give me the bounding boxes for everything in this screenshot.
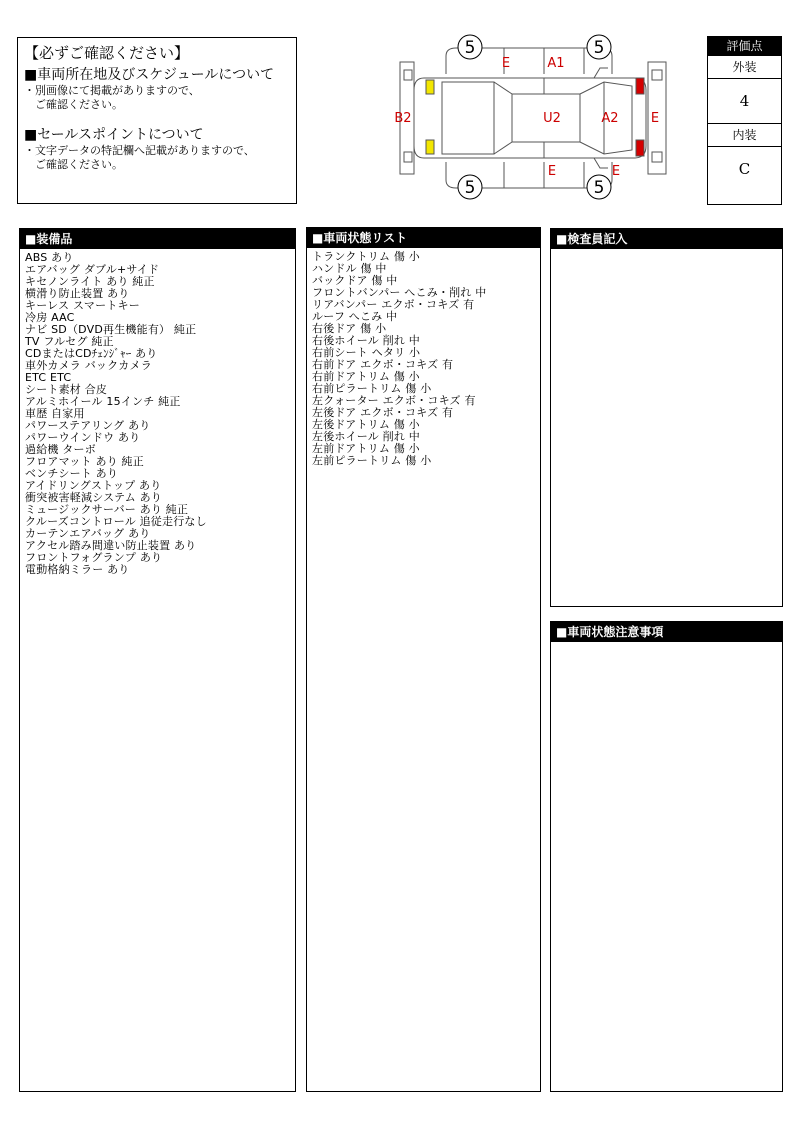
list-item: ABS あり: [25, 251, 74, 264]
list-item: ETC ETC: [25, 371, 72, 384]
list-item: キーレス スマートキー: [25, 299, 140, 312]
list-item: 電動格納ミラー あり: [25, 563, 130, 576]
list-item: 右前ドアトリム 傷 小: [312, 370, 420, 383]
list-item: バックドア 傷 中: [312, 274, 398, 287]
list-item: クルーズコントロール 追従走行なし: [25, 515, 207, 528]
list-item: 右前シート ヘタリ 小: [312, 346, 421, 359]
notice-line: ・文字データの特記欄へ記載がありますので、: [24, 144, 255, 157]
condition-panel: [306, 227, 541, 1092]
list-item: ナビ SD（DVD再生機能有） 純正: [25, 323, 197, 336]
damage-mark-a2: A2: [601, 111, 619, 126]
damage-mark-b2: B2: [394, 111, 412, 126]
equipment-header: ■装備品: [20, 229, 295, 249]
list-item: 左前ピラートリム 傷 小: [312, 454, 432, 467]
notice-line: ご確認ください。: [24, 158, 123, 171]
tyre-value: 5: [464, 38, 476, 58]
damage-mark-e: E: [650, 111, 660, 126]
list-item: トランクトリム 傷 小: [312, 250, 420, 263]
list-item: ルーフ へこみ 中: [312, 310, 398, 323]
rear-lamp-left: [426, 80, 434, 94]
list-item: 横滑り防止装置 あり: [25, 287, 130, 300]
list-item: シート素材 合皮: [25, 383, 108, 396]
inspector-panel: [550, 228, 783, 607]
list-item: フロアマット あり 純正: [25, 455, 144, 468]
list-item: カーテンエアバッグ あり: [25, 527, 151, 540]
list-item: ベンチシート あり: [25, 467, 119, 480]
rear-lamp-right: [426, 140, 434, 154]
list-item: パワーステアリング あり: [25, 419, 151, 432]
tyre-value: 5: [593, 38, 605, 58]
notice-title: 【必ずご確認ください】: [24, 44, 190, 62]
list-item: 左後ホイール 削れ 中: [312, 430, 420, 443]
notice-line: ・別画像にて掲載がありますので、: [24, 84, 200, 97]
inspector-header: ■検査員記入: [551, 229, 782, 249]
damage-mark-u2: U2: [543, 111, 561, 126]
front-lamp-left: [636, 78, 644, 94]
list-item: 左クォーター エクボ・コキズ 有: [312, 394, 476, 407]
list-item: ハンドル 傷 中: [312, 262, 387, 275]
rating-box: [707, 36, 782, 205]
list-item: 左後ドア エクボ・コキズ 有: [312, 406, 454, 419]
list-item: キセノンライト あり 純正: [25, 275, 155, 288]
list-item: 左後ドアトリム 傷 小: [312, 418, 420, 431]
exterior-value: 4: [708, 79, 781, 124]
list-item: アクセル踏み間違い防止装置 あり: [25, 539, 197, 552]
list-item: 右前ピラートリム 傷 小: [312, 382, 432, 395]
rating-header: 評価点: [708, 37, 781, 56]
notice-heading-salespoint: ■セールスポイントについて: [24, 127, 204, 143]
list-item: 左前ドアトリム 傷 小: [312, 442, 420, 455]
exterior-label: 外装: [708, 56, 781, 79]
front-lamp-right: [636, 140, 644, 156]
list-item: ミュージックサーバー あり 純正: [25, 503, 189, 516]
car-condition-diagram: [394, 34, 674, 202]
equipment-panel: [19, 228, 296, 1092]
list-item: フロントバンパー へこみ・削れ 中: [312, 286, 487, 299]
damage-mark-e: E: [547, 164, 557, 179]
list-item: 右後ホイール 削れ 中: [312, 334, 420, 347]
list-item: CDまたはCDﾁｪﾝｼﾞｬｰ あり: [25, 347, 158, 360]
list-item: 右後ドア 傷 小: [312, 322, 387, 335]
interior-value: C: [738, 160, 751, 178]
list-item: 衝突被害軽減システム あり: [25, 491, 162, 504]
damage-mark-a1: A1: [547, 56, 565, 71]
list-item: 冷房 AAC: [25, 311, 75, 324]
damage-mark-e: E: [501, 56, 511, 71]
list-item: 車歴 自家用: [25, 407, 85, 420]
list-item: フロントフォグランプ あり: [25, 551, 163, 564]
list-item: 車外カメラ バックカメラ: [25, 359, 152, 372]
notes-header: ■車両状態注意事項: [551, 622, 782, 642]
notice-box: [17, 37, 297, 204]
damage-mark-e: E: [611, 164, 621, 179]
list-item: 過給機 ターボ: [25, 443, 96, 456]
list-item: エアバッグ ダブル+サイド: [25, 263, 160, 276]
list-item: アルミホイール 15インチ 純正: [25, 395, 181, 408]
notice-line: ご確認ください。: [24, 98, 123, 111]
list-item: パワーウインドウ あり: [25, 431, 141, 444]
notes-panel: [550, 621, 783, 1092]
list-item: リアバンパー エクボ・コキズ 有: [312, 298, 475, 311]
list-item: 右前ドア エクボ・コキズ 有: [312, 358, 454, 371]
list-item: TV フルセグ 純正: [25, 335, 114, 348]
tyre-value: 5: [464, 178, 476, 198]
list-item: アイドリングストップ あり: [25, 479, 162, 492]
tyre-value: 5: [593, 178, 605, 198]
notice-heading-location: ■車両所在地及びスケジュールについて: [24, 67, 275, 83]
equipment-list: [20, 249, 295, 579]
interior-label: 内装: [708, 124, 781, 147]
condition-header: ■車両状態リスト: [307, 228, 540, 248]
condition-list: [307, 248, 540, 470]
